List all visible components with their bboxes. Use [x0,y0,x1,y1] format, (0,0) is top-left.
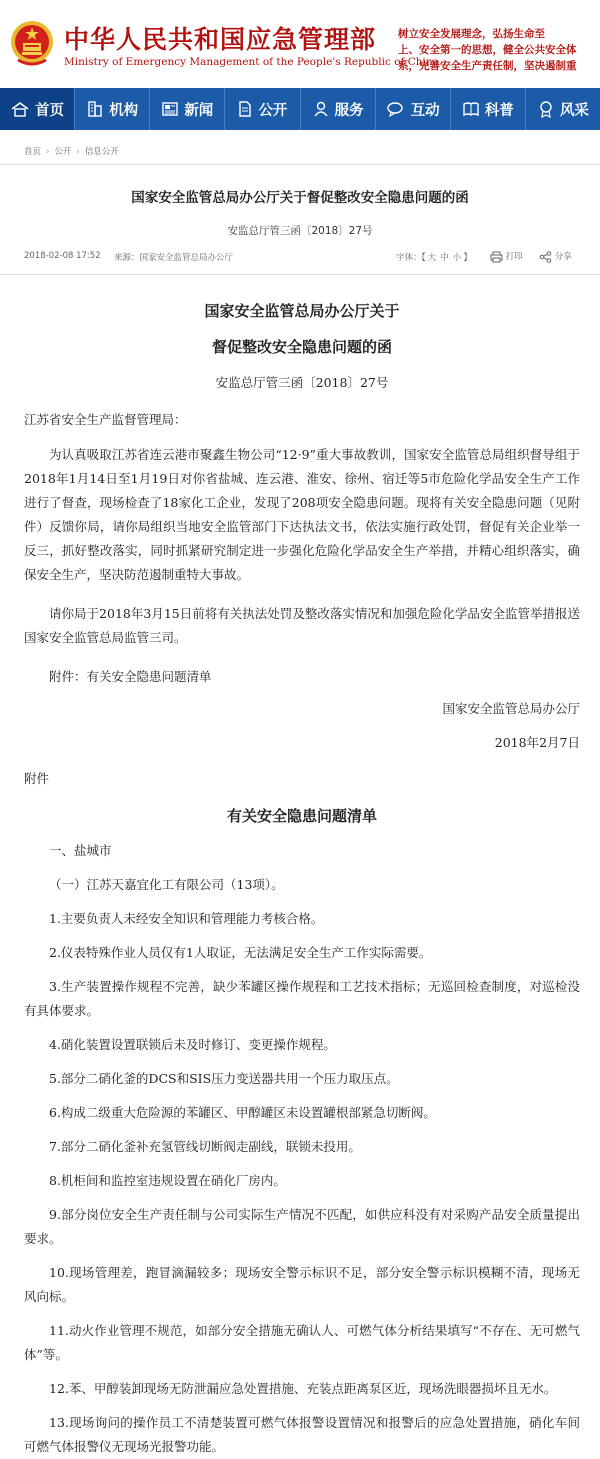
list-item: 4.硝化装置设置联锁后未及时修订、变更操作规程。 [49,1037,336,1052]
addressee: 江苏省安全生产监督管理局： [24,412,187,427]
print-label: 打印 [505,252,523,262]
font-size-medium[interactable]: 中 [440,253,449,263]
slogan-line: 树立安全发展理念，弘扬生命至 [398,28,545,40]
article-doc-number: 安监总厅管三函〔2018〕27号 [227,225,373,237]
national-emblem-icon[interactable] [10,20,54,66]
badge-icon [537,100,555,118]
nav-item-interaction[interactable] [376,88,451,130]
list-item: 6.构成二级重大危险源的苯罐区、甲醇罐区未设置罐根部紧急切断阀。 [49,1105,436,1120]
home-icon [10,101,30,117]
list-item: 2.仪表特殊作业人员仅有1人取证，无法满足安全生产工作实际需要。 [49,945,432,960]
nav-label: 公开 [258,102,288,119]
building-icon [86,100,104,118]
sign-date: 2018年2月7日 [494,735,580,750]
list-item: 12.苯、甲醇装卸现场无防泄漏应急处置措施、充装点距离泵区近，现场洗眼器损坏且无水。 [49,1381,557,1396]
document-icon [237,100,253,118]
breadcrumb [24,145,119,157]
list-item: 7.部分二硝化釜补充氢管线切断阀走副线，联锁未投用。 [49,1139,361,1154]
list-item: 10.现场管理差，跑冒滴漏较多；现场安全警示标识不足，部分安全警示标识模糊不清，现场无风向标。 [24,1265,580,1304]
font-size-control [396,251,472,263]
article-title: 国家安全监管总局办公厅关于督促整改安全隐患问题的函 [131,190,469,206]
paragraph: 请你局于2018年3月15日前将有关执法处罚及整改落实情况和加强危险化学品安全监管举措报送国家安全监管总局监管三司。 [24,606,580,645]
nav-item-science[interactable] [451,88,526,130]
breadcrumb-public[interactable]: 公开 [54,147,72,157]
list-item: 8.机柜间和监控室违规设置在硝化厂房内。 [49,1173,286,1188]
section-heading: 一、盐城市 [49,843,112,858]
list-item: 5.部分二硝化釜的DCS和SIS压力变送器共用一个压力取压点。 [49,1071,399,1086]
slogan [398,26,598,74]
nav-item-public[interactable] [225,88,300,130]
printer-icon [490,251,503,263]
breadcrumb-separator: › [46,147,50,157]
content-doc-number: 安监总厅管三函〔2018〕27号 [215,375,389,390]
nav-label: 互动 [410,102,440,119]
list-title: 有关安全隐患问题清单 [226,807,377,825]
content-title-line: 督促整改安全隐患问题的函 [211,338,392,356]
attachment-label: 附件 [24,771,50,786]
slogan-line: 上、安全第一的思想，健全公共安全体 [398,44,577,56]
font-size-label: 字体：【 [396,253,426,263]
breadcrumb-info[interactable]: 信息公开 [84,147,119,157]
article-meta [24,251,576,265]
divider [0,164,600,165]
list-item: 3.生产装置操作规程不完善，缺少苯罐区操作规程和工艺技术指标；无巡回检查制度，对巡检没有具体要求。 [24,979,580,1018]
nav-label: 首页 [35,102,65,119]
nav-label: 服务 [334,102,364,119]
nav-item-service[interactable] [301,88,376,130]
font-size-small[interactable]: 小 [452,253,462,263]
content-title-line: 国家安全监管总局办公厅关于 [204,302,400,320]
nav-item-style[interactable] [526,88,600,130]
nav-label: 机构 [109,102,139,119]
service-icon [312,100,330,118]
divider [0,274,600,275]
article-body [24,290,580,1459]
nav-item-home[interactable] [0,88,75,130]
main-nav [0,88,600,130]
breadcrumb-home[interactable]: 首页 [24,147,42,157]
paragraph: 为认真吸取江苏省连云港市聚鑫生物公司“12·9”重大事故教训，国家安全监管总局组织督导组于2018年1月14日至1月19日对你省盐城、连云港、淮安、徐州、宿迁等5市危险化学品安全生产工作进行了督查，现场检查了18家化工企业，发现了208项安全隐患问题。现将有关安全隐患问题（见附件）反馈你局，请你局组织当地安全监管部门下达执法文书，依法实施行政处罚，督促有关企业举一反三，抓好整改落实，同时抓紧研究制定进一步强化危险化学品安全生产举措，并精心组织落实，确保安全生产，坚决防范遏制重特大事故。 [24,447,580,582]
article-source: 来源：国家安全监管总局办公厅 [114,253,234,263]
nav-item-news[interactable] [150,88,225,130]
print-button[interactable] [490,250,523,263]
nav-label: 风采 [559,102,589,119]
share-button[interactable] [539,250,572,263]
list-item: 1.主要负责人未经安全知识和管理能力考核合格。 [49,911,324,926]
list-item: 11.动火作业管理不规范，如部分安全措施无确认人、可燃气体分析结果填写“不存在、无可燃气体”等。 [24,1323,580,1362]
nav-label: 新闻 [184,102,214,119]
site-header [0,0,600,88]
font-size-large[interactable]: 大 [427,253,437,263]
breadcrumb-separator: › [76,147,80,157]
attachment-note: 附件：有关安全隐患问题清单 [49,669,212,684]
share-label: 分享 [554,252,572,262]
list-item: 9.部分岗位安全生产责任制与公司实际生产情况不匹配，如供应科没有对采购产品安全质量提出要求。 [24,1207,580,1246]
signer: 国家安全监管总局办公厅 [442,701,580,716]
font-size-bracket: 】 [463,253,472,263]
site-title[interactable]: 中华人民共和国应急管理部 [64,25,377,54]
list-item: 13.现场询问的操作员工不清楚装置可燃气体报警设置情况和报警后的应急处置措施，硝化车间可燃气体报警仪无现场光报警功能。 [24,1415,580,1454]
nav-item-organization[interactable] [75,88,150,130]
company-heading: （一）江苏天嘉宜化工有限公司（13项）。 [49,877,284,892]
site-subtitle: Ministry of Emergency Management of the People's Republic of China [64,56,439,68]
slogan-line: 系，完善安全生产责任制，坚决遏制重 [398,60,577,72]
publish-date: 2018-02-08 17:52 [24,251,101,261]
book-icon [462,100,480,118]
chat-icon [386,100,406,118]
share-icon [539,251,552,263]
news-icon [161,100,179,118]
nav-label: 科普 [484,102,514,119]
